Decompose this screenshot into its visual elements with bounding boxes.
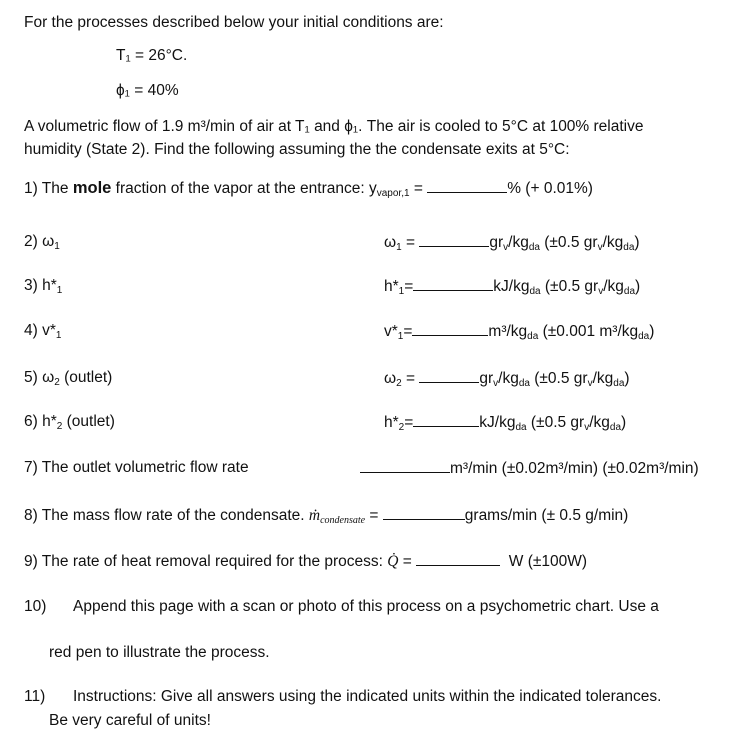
question-9: 9) The rate of heat removal required for the process: Q̇ = W (±100W)	[24, 553, 588, 570]
question-10-number: 10)	[24, 598, 47, 615]
question-5-answer: $\omega_2 = gr_v/kg_{da}$ (±0.5 $gr_v/kg_{da}$)	[384, 370, 630, 389]
question-2-answer: $\omega_1 = gr_v/kg_{da}$ (±0.5 $gr_v/kg_{da}$)	[384, 234, 640, 253]
q8-answer-blank[interactable]	[383, 505, 465, 520]
question-7-answer: m³/min (±0.02m³/min) (±0.02m³/min)	[360, 458, 699, 479]
question-11-line-1: Instructions: Give all answers using the indicated units within the indicated tolerances.	[73, 688, 662, 705]
question-3-label: 3) $h*_1$	[24, 277, 63, 296]
q1-var: y	[368, 180, 377, 197]
intro-text: For the processes described below your initial conditions are:	[24, 14, 444, 31]
condition-phi1: ϕ₁ = 40%	[116, 82, 179, 99]
q2-answer-blank[interactable]	[419, 232, 489, 247]
q5-answer-blank[interactable]	[419, 368, 479, 383]
question-8: 8) The mass flow rate of the condensate. ṁ$_{condensate}$ = grams/min (± 0.5 g/min)	[24, 507, 629, 526]
q1-post: fraction of the vapor at the entrance:	[111, 180, 369, 197]
question-6-answer: $h*_2= kJ/kg_{da}$ (±0.5 $gr_v/kg_{da}$)	[384, 414, 627, 433]
q1-eq: =	[409, 180, 428, 197]
q7-answer-blank[interactable]	[360, 458, 450, 473]
q1-sub: vapor,1	[376, 188, 410, 199]
question-1	[24, 178, 593, 199]
q3-answer-blank[interactable]	[413, 276, 493, 291]
condition-t1: T₁ = 26°C.	[116, 47, 188, 64]
question-10-line-2: red pen to illustrate the process.	[49, 644, 270, 661]
question-3-answer: $h*_1= kJ/kg_{da}$ (±0.5 $gr_v/kg_{da}$)	[384, 278, 641, 297]
problem-line-1: A volumetric flow of 1.9 m³/min of air at T₁ and ϕ₁. The air is cooled to 5°C at 100% relative	[24, 118, 644, 135]
question-4-label: 4) $v*_1$	[24, 322, 62, 341]
question-7-label: 7) The outlet volumetric flow rate	[24, 459, 249, 476]
problem-line-2: humidity (State 2). Find the following assuming the the condensate exits at 5°C:	[24, 141, 570, 158]
q1-pre: 1) The	[24, 180, 73, 197]
q9-answer-blank[interactable]	[416, 551, 500, 566]
q1-answer-blank[interactable]	[427, 178, 507, 193]
question-4-answer: $v*_1= m^3/kg_{da}$ (±0.001 $m^3/kg_{da}$)	[384, 323, 655, 342]
question-2-label: 2) $\omega_1$	[24, 233, 60, 252]
q1-bold: mole	[72, 179, 112, 197]
question-10-line-1: Append this page with a scan or photo of this process on a psychometric chart. Use a	[73, 598, 659, 615]
q1-unit: % (+ 0.01%)	[507, 180, 593, 197]
q4-answer-blank[interactable]	[412, 321, 488, 336]
question-5-label: 5) $\omega_2$ (outlet)	[24, 369, 113, 388]
question-6-label: 6) $h*_2$ (outlet)	[24, 413, 115, 432]
q6-answer-blank[interactable]	[413, 412, 479, 427]
question-11-line-2: Be very careful of units!	[49, 712, 211, 729]
question-11-number: 11)	[24, 688, 46, 705]
